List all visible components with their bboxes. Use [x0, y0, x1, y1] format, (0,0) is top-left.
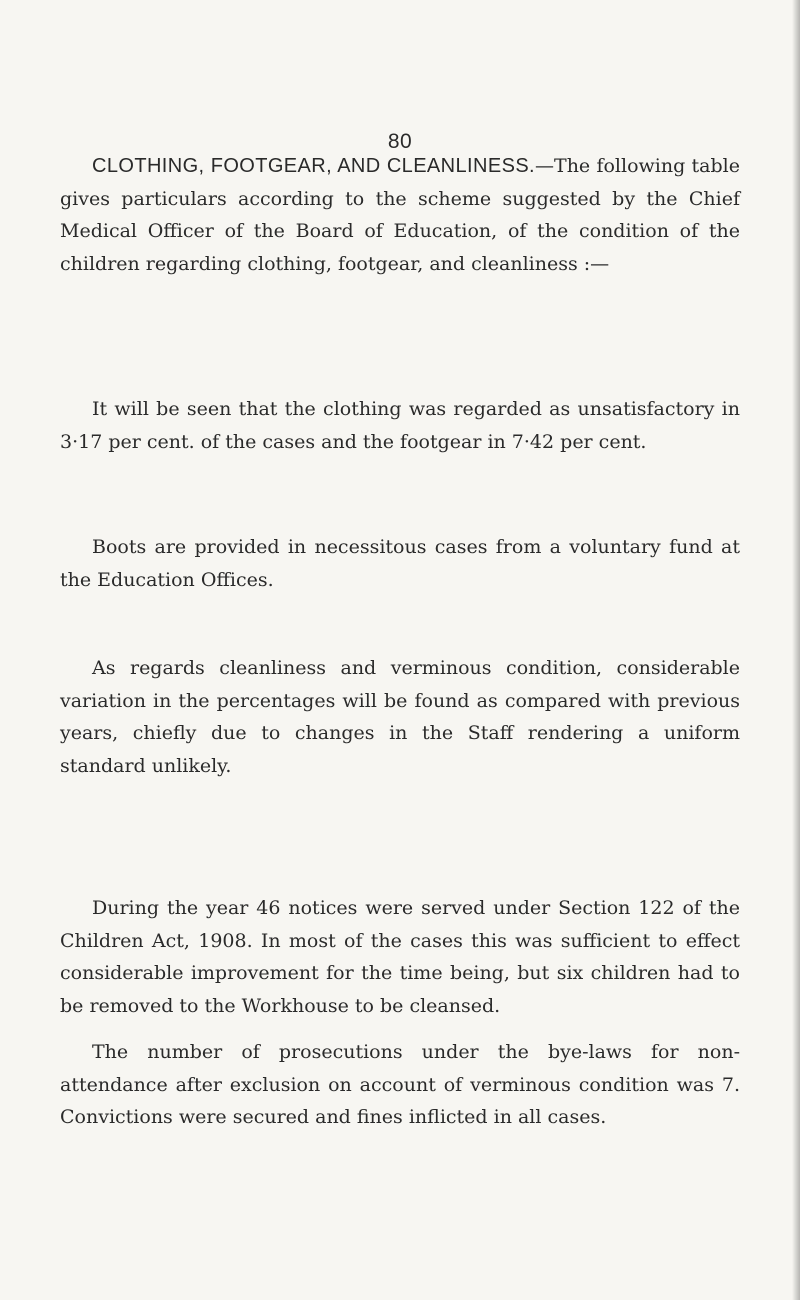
- paragraph-clothing-percent: It will be seen that the clothing was regarded as unsatisfactory in 3·17 per cent. of the cases and the footgear in 7·42 per cent.: [60, 398, 740, 453]
- paragraph-text: —The following table gives particulars according to the scheme suggested by the Chief Medical Officer of the Board of Education, of the condition of the children regarding clothing, footgear, and cleanliness :—: [60, 155, 740, 275]
- paragraph-clothing-intro: [60, 150, 740, 280]
- paragraph-prosecutions: The number of prosecutions under the bye-laws for non-attendance after exclusion on account of verminous condition was 7. Convictions were secured and fines inflicted in all cases.: [60, 1041, 740, 1128]
- paragraph-boots: Boots are provided in necessitous cases from a voluntary fund at the Education Offices.: [60, 536, 740, 591]
- section-heading: CLOTHING, FOOTGEAR, AND CLEANLINESS.: [92, 155, 536, 177]
- paragraph-notices: During the year 46 notices were served under Section 122 of the Children Act, 1908. In most of the cases this was sufficient to effect considerable improvement for the time being, but six children had to be removed to the Workhouse to be cleansed.: [60, 897, 740, 1017]
- page-number: 80: [387, 130, 413, 153]
- page-edge-shadow: [792, 0, 800, 1300]
- paragraph-cleanliness: As regards cleanliness and verminous condition, considerable variation in the percentages will be found as compared with previous years, chiefly due to changes in the Staff rendering a uniform standard unlikely.: [60, 657, 740, 777]
